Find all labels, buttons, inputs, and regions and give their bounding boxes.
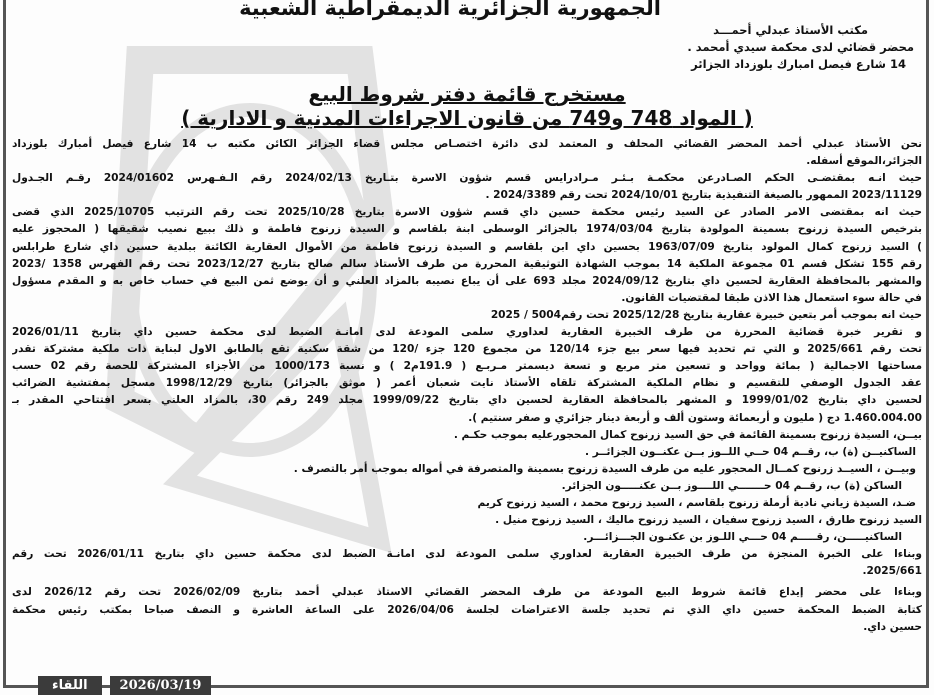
notice-title: مستخرج قائمة دفتر شروط البيع (308, 82, 626, 106)
republic-heading: الجمهورية الجزائرية الديمقراطية الشعبية (239, 0, 661, 20)
office-name: مكتب الأستاذ عبدلي أحمـــد (713, 23, 868, 37)
body-line: و تقرير خبرة قضائية المحررة من طرف الخبيرة العقارية لعداوري سلمى المودعة لدى امانـة الضبط لدى محكمة حسين داي بتاريخ 2026/01/11 (12, 326, 922, 339)
body-line: مساحتها الاجمالية ( بمائة وواحد و تسعين متر مربع و تسعة ديسمتر مـربـع ( 191.9م2 ) و نسبة 1000/173 من الأجزاء المشتركة للحصة رقم 02 حسب (12, 360, 922, 373)
body-line: في حالة سوء استعمال هذا الاذن طبقا لمقتضيات القانون. (621, 291, 922, 304)
body-line: حيث انـه بمقتضـى الحكم الصـادرعن محكمـة بـئـر مـرادرايس قسم شؤون الاسرة بتـاريخ 2024/02/13 رقم الـفـهرس 2024/01602 رقـم الجـدول (12, 172, 922, 185)
office-address: 14 شارع فيصل امبارك بلوزداد الجزائر (691, 57, 906, 71)
body-line: السيد زرنوح طارق ، السيد زرنوح سفيان ، السيد زرنوح ماليك ، السيد زرنوح منيل . (495, 514, 922, 527)
body-line: والمشهر بالمحافظة العقارية لحسين داي بتاريخ 2024/09/12 مجلد 693 على أن يباع نصيبه بالمزاد العلني و أن يوضع ثمن البيع في حساب خاص به و المقدم مسؤول (12, 274, 922, 287)
body-line: حيث انه بمقتضى الامر الصادر عن السيد رئيس محكمة حسين داي قسم شؤون الاسرة بتاريخ 2025/10/28 تحت رقم الترتيب 2025/10705 الذي قضى (12, 206, 922, 219)
body-line: حسين داي. (863, 620, 922, 633)
body-line: بترخيص السيدة زرنوح بسمينة المولودة بتاريخ 1974/03/04 بالجزائر الوسطى ابنة بلقاسم و السيدة زرنوح فاطمة و ذلك ببيع نصيب شقيقها ( المحجوز عليه (12, 223, 922, 236)
body-line: نحن الأستاذ عبدلي أحمد المحضر القضائي المحلف و المعتمد لدى دائرة اختصـاص مجلس قضاء الجزائر الكائن مكتبه ب 14 شارع فيصل أمبارك بلوزداد (12, 138, 922, 150)
body-line: بيــن، السيدة زرنوح بسمينة القائمة في حق السيد زرنوح كمال المحجورعليه بموجب حكـم . (453, 428, 922, 441)
publication-footer (38, 676, 211, 695)
body-line: رقم 155 تشكل قسم 01 مجموعة الملكية 14 بموجب الشهادة التوثيقية المحررة من طرف الأستاذ سالم صالح بتاريخ 2023/12/27 تحت رقم الفهرس 1358 /2023 (12, 257, 922, 270)
body-line: ) السيد زرنوح كمال المولود بتاريخ 1963/07/09 بحسين داي ابن بلقاسم و السيدة زرنوح فاطمة من الأموال العقارية الكائنة ببلدية حسين داي شارع طرابلس (12, 240, 922, 253)
body-line: 2023/11129 الممهور بالصيغة التنفيذية بتاريخ 2024/10/01 تحت رقم 2024/3389 . (485, 189, 922, 202)
body-line: كتابة الضبط المحكمة حسين داي الذي تم تحديد جلسة الاعتراضات لجلسة 2026/04/06 على الساعة العاشرة و النصف صباحا بمكتب رئيس محكمة (12, 603, 922, 616)
office-title: محضر قضائي لدى محكمة سيدي أمحمد . (687, 40, 914, 54)
body-line: ضـد، السيدة زياني نادية أرملة زرنوح بلقاسم ، السيد زرنوح محمد ، السيد زرنوح كريم (477, 496, 916, 509)
body-line: 2025/661. (862, 565, 922, 578)
body-line: حيث انه بموجب أمر بتعين خبيرة عقارية بتاريخ 2025/12/28 تحت رقم5004 / 2025 (490, 308, 922, 321)
body-line: الساكن (ة) ب، رقــم 04 حـــــــي اللــــوز بــن عكنـــــون الجزائر. (561, 479, 902, 492)
body-line: وبناءا على الخبرة المنجزة من طرف الخبيرة العقارية لعداوري سلمى المودعة لدى امانـة الضبط لدى محكمة حسين داي بتاريخ 2026/01/11 تحت رقم (12, 548, 922, 561)
bailiff-office-block (554, 22, 914, 73)
body-line: وبيــن ، السيــد زرنوح كمــال المحجور عليه من طرف السيدة زرنوح بسمينة والمتصرفة في أمواله بموجب أمر بالتصرف . (293, 462, 916, 475)
body-line: الجزائر،الموقع أسفله. (806, 155, 922, 168)
body-line: الساكنيـــــن، رقـــــم 04 حـــي اللـوز بن عكنـون الجـــزائـــر. (583, 531, 902, 544)
body-line: الساكنيــن (ة) ب، رقــم 04 حــي اللــوز بــن عكنــون الجزائــر . (585, 445, 916, 458)
body-line: 1.460.004.00 دج ( مليون و أربعمائة وستون ألف و أربعة دينار جزائري و صفر سنتيم ). (468, 411, 922, 424)
body-line: وبناءا على محضر إيداع قائمة شروط البيع المودعة من طرف المحضر القضائي الاستاذ عبدلي أحمد بتاريخ 2026/02/09 تحت رقم 2026/12 لدى (12, 586, 922, 599)
body-line: عقد الجدول الوصفي للتقسيم و نظام الملكية المشتركة تلقاه الأستاذ نايت شعبان أعمر ( موثق بالجزائر) بتاريخ 1998/12/29 مسجل بمفتشية الضرائب (12, 377, 922, 390)
body-line: تحت رقم 2025/661 و التي تم تحديد فيها سعر بيع جزء 120/14 من مجموع 120 جزء /120 من شقة سكنية تقع بالطابق الاول لبناية ذات ملكية مشتركة تقدر (12, 343, 922, 356)
publication-date: 2026/03/19 (110, 676, 212, 695)
notice-body (12, 136, 922, 636)
notice-subtitle: ( المواد 748 و749 من قانون الاجراءات المدنية و الادارية ) (181, 106, 753, 130)
newspaper-name: اللقاء (38, 676, 102, 695)
body-line: لحسين داي بتاريخ 1999/01/02 و المشهر بالمحافظة العقارية لحسين داي بتاريخ 1999/09/22 مجلد 249 رقم 30، بالمزاد العلني بسعر افتتاحي المقدر بـ (12, 394, 922, 407)
